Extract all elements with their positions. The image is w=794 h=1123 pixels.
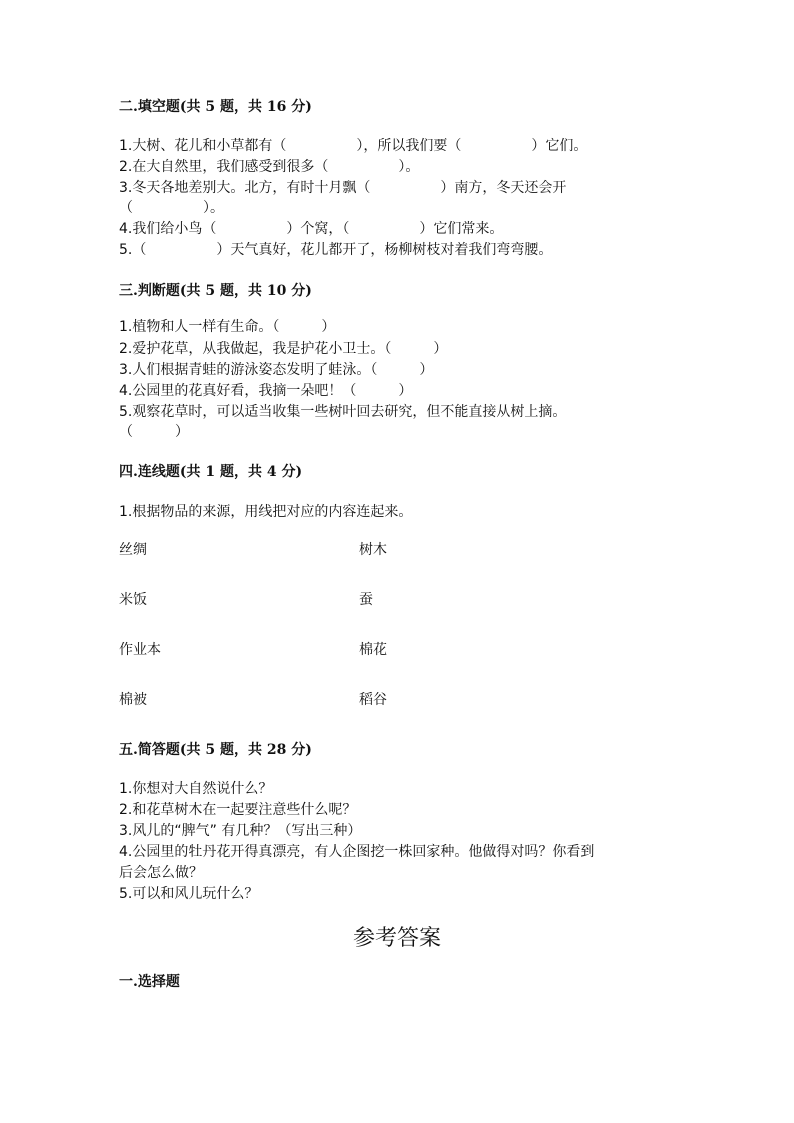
answer-section-heading: 一.选择题 (119, 974, 180, 990)
true-false-q4: 4.公园里的花真好看，我摘一朵吧！（ ） (119, 383, 413, 399)
fill-blank-q3-cont: （ ）。 (119, 200, 224, 216)
short-answer-q4: 4.公园里的牡丹花开得真漂亮，有人企图挖一株回家种。他做得对吗？你看到 (119, 844, 595, 860)
short-answer-q4-cont: 后会怎么做？ (119, 865, 203, 881)
true-false-q2: 2.爱护花草，从我做起，我是护花小卫士。（ ） (119, 341, 448, 357)
short-answer-heading: 五.简答题(共 5 题，共 28 分) (119, 742, 312, 758)
matching-right-item: 蚕 (359, 592, 373, 608)
matching-right-item: 稻谷 (359, 692, 387, 708)
true-false-heading: 三.判断题(共 5 题，共 10 分) (119, 283, 312, 299)
fill-blank-heading: 二.填空题(共 5 题，共 16 分) (119, 99, 312, 115)
true-false-q5: 5.观察花草时，可以适当收集一些树叶回去研究，但不能直接从树上摘。 (119, 404, 567, 420)
true-false-q5-cont: （ ） (119, 424, 189, 440)
short-answer-q5: 5.可以和风儿玩什么？ (119, 886, 259, 902)
true-false-q1: 1.植物和人一样有生命。（ ） (119, 319, 336, 335)
matching-heading: 四.连线题(共 1 题，共 4 分) (119, 464, 303, 480)
matching-prompt: 1.根据物品的来源，用线把对应的内容连起来。 (119, 504, 413, 520)
matching-left-item: 丝绸 (119, 542, 147, 558)
short-answer-q3: 3.风儿的“脾气” 有几种？（写出三种） (119, 823, 362, 839)
fill-blank-q2: 2.在大自然里，我们感受到很多（ ）。 (119, 159, 420, 175)
matching-right-item: 棉花 (359, 642, 387, 658)
true-false-q3: 3.人们根据青蛙的游泳姿态发明了蛙泳。（ ） (119, 362, 434, 378)
fill-blank-q5: 5.（ ）天气真好，花儿都开了，杨柳树枝对着我们弯弯腰。 (119, 242, 553, 258)
short-answer-q1: 1.你想对大自然说什么？ (119, 781, 273, 797)
short-answer-q2: 2.和花草树木在一起要注意些什么呢？ (119, 802, 357, 818)
fill-blank-q3: 3.冬天各地差别大。北方，有时十月飘（ ）南方，冬天还会开 (119, 180, 567, 196)
fill-blank-q4: 4.我们给小鸟（ ）个窝，（ ）它们常来。 (119, 221, 504, 237)
answer-key-title: 参考答案 (352, 926, 441, 951)
matching-left-item: 米饭 (119, 592, 147, 608)
matching-left-item: 作业本 (119, 642, 161, 658)
fill-blank-q1: 1.大树、花儿和小草都有（ ），所以我们要（ ）它们。 (119, 138, 588, 154)
matching-left-item: 棉被 (119, 692, 147, 708)
matching-right-item: 树木 (359, 542, 387, 558)
